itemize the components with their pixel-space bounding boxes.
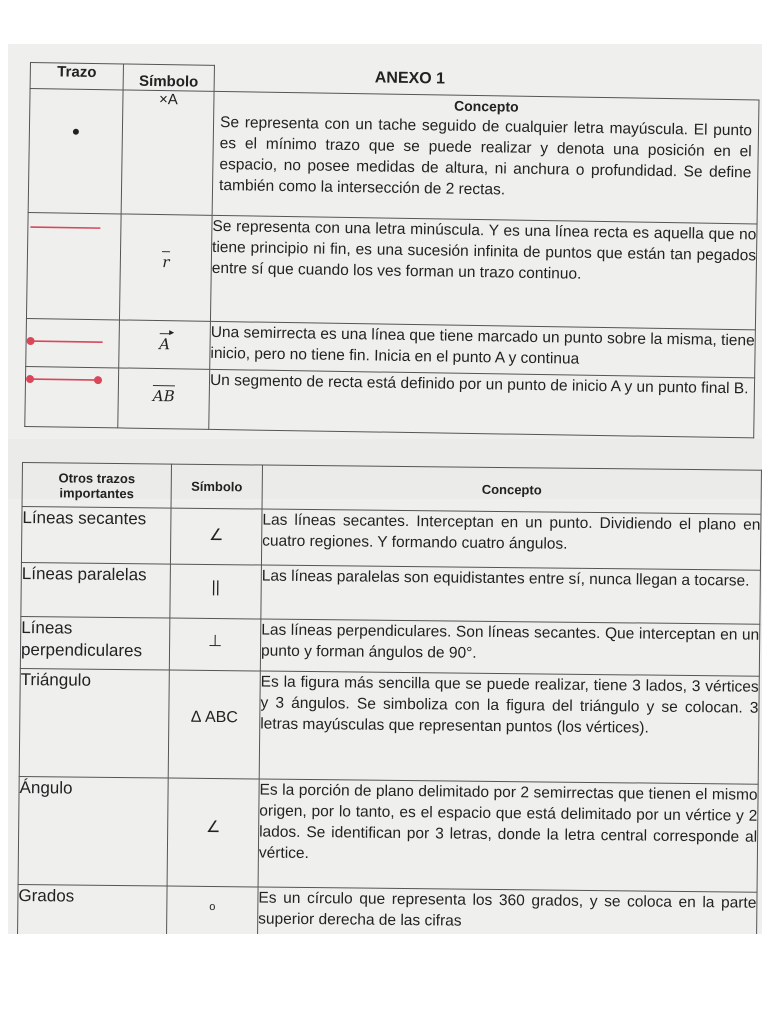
concept-point: Se representa con un tache seguido de cualquier letra mayúscula. El punto es el mínimo trazo que se puede realizar y denota una posición en el espacio, no posee medidas de altura, ni anchura o profundidad. Se define también como la intersección de 2 rectas. (218, 113, 753, 199)
symbol-ray (119, 320, 211, 369)
symbol-parallel: || (170, 564, 262, 619)
header-concepto: Concepto (453, 97, 519, 115)
header-trazo: Trazo (30, 63, 123, 90)
header-otros: Otros trazos importantes (22, 463, 171, 509)
name-triangle: Triángulo (19, 668, 169, 778)
symbol-secant: ∠ (170, 508, 262, 565)
symbol-triangle: Δ ABC (168, 670, 260, 779)
header-simbolo-2: Símbolo (171, 464, 262, 509)
segment-trace-graphic (26, 367, 119, 408)
name-parallel: Líneas paralelas (21, 562, 171, 618)
concept-segment: Un segmento de recta está definido por un punto de inicio A y un punto final B. (209, 369, 755, 438)
concept-parallel: Las líneas paralelas son equidistantes entre sí, nunca llegan a tocarse. (261, 565, 761, 624)
header-concepto-2: Concepto (262, 465, 761, 514)
name-perpendicular: Líneas perpendiculares (20, 616, 170, 670)
document-photo (8, 44, 762, 934)
ray-trace-graphic (26, 319, 119, 360)
concept-angle: Es la porción de plano delimitado por 2 semirrectas que tienen el mismo origen, por lo tanto, es el espacio que está delimitado por un vértice y 2 lados. Se identifican por 3 letras, donde la letra central corresponde al vértice. (258, 779, 758, 892)
symbol-line (119, 214, 212, 321)
concept-secant: Las líneas secantes. Interceptan en un punto. Dividiendo el plano en cuatro regiones. Y formando cuatro ángulos. (261, 509, 761, 570)
concept-line: Se representa con una letra minúscula. Y es una línea recta es aquella que no tiene principio ni fin, es una sucesión infinita de puntos que están tan pegados entre sí que cuando los ves forman un trazo continuo. (210, 215, 757, 330)
concept-point-cell (212, 91, 759, 224)
symbol-ray-text: ▸ A (159, 327, 175, 354)
trazo-line (26, 212, 121, 319)
annex-title: ANEXO 1 (374, 69, 446, 88)
symbol-angle: ∠ (167, 778, 259, 887)
name-angle: Ángulo (18, 776, 168, 886)
point-trace-graphic (29, 89, 123, 208)
header-simbolo: Símbolo (123, 64, 214, 91)
concept-ray: Una semirrecta es una línea que tiene marcado un punto sobre la misma, tiene inicio, pero no tiene fin. Inicia en el punto A y continua (210, 321, 756, 378)
symbol-degrees: o (166, 886, 258, 934)
concept-triangle: Es la figura más sencilla que se puede realizar, tiene 3 lados, 3 vértices y 3 ángulos. Se simboliza con la figura del triángulo y se colocan. 3 letras mayúsculas que representan puntos (los vértices). (259, 671, 759, 784)
trazo-point (28, 89, 123, 214)
other-traces-table (17, 462, 762, 934)
trazo-ray (26, 318, 120, 367)
line-trace-graphic (28, 213, 120, 244)
symbol-point (121, 90, 214, 215)
concept-perpendicular: Las líneas perpendiculares. Son líneas secantes. Que interceptan en un punto y forman ángulos de 90°. (260, 619, 760, 676)
symbol-point-text: ×A (158, 91, 178, 109)
symbol-line-text: r (162, 253, 170, 272)
name-degrees: Grados (17, 884, 167, 934)
symbol-perpendicular: ⊥ (169, 618, 261, 671)
trazo-segment (25, 366, 119, 427)
symbol-segment-text: AB (152, 386, 175, 406)
symbol-segment (118, 368, 210, 429)
concept-degrees: Es un círculo que representa los 360 grados, y se coloca en la parte superior derecha de las cifras (257, 887, 757, 934)
annex-table (30, 62, 760, 406)
name-secant: Líneas secantes (21, 507, 171, 565)
